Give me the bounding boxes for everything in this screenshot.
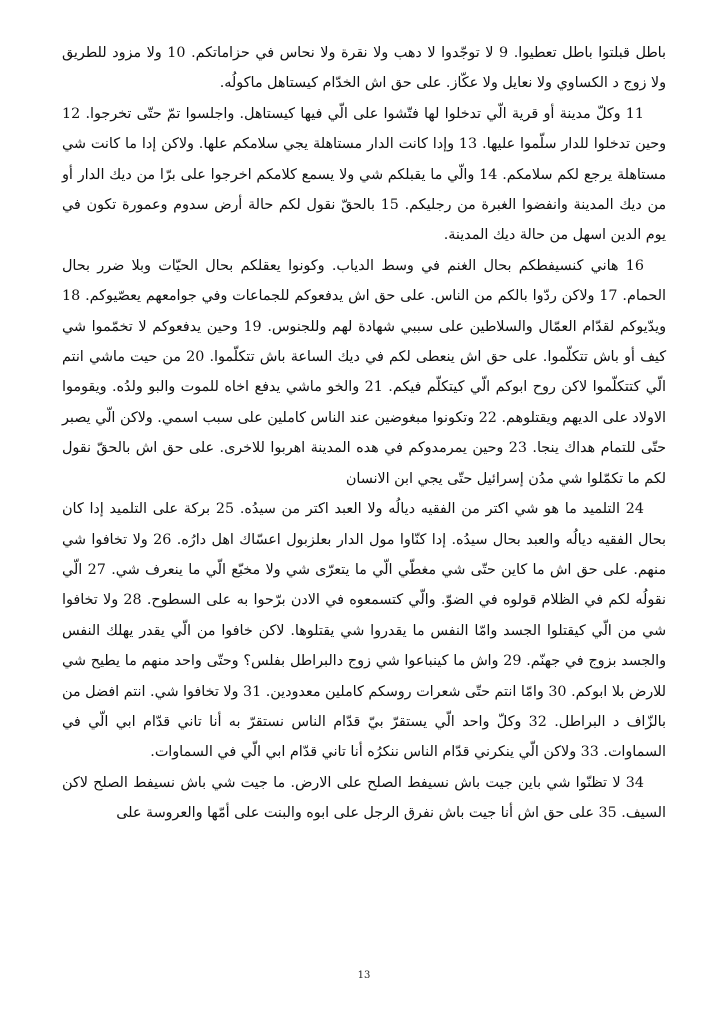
body-text xyxy=(62,38,666,829)
paragraph-verses-16-23: 16 هاني كنسيفطكم بحال الغنم في وسط الدياب. وكونوا يعقلكم بحال الحيّات وبلا ضرر بحال الحمام. 17 ولاكن ردّوا بالكم من الناس. على حق اش يدفعوكم للجماعات وفي جوامعهم يعصّيوكم. 18 ويدّيوكم لقدّام العمّال والسلاطين على سببي شهادة لهم وللجنوس. 19 وحين يدفعوكم لا تخمّموا شي كيف أو باش تتكلّموا. على حق اش ينعطى لكم في ديك الساعة باش تتكلّموا. 20 من حيت ماشي انتم الّي كتتكلّموا لاكن روح ابوكم الّي كيتكلّم فيكم. 21 والخو ماشي يدفع اخاه للموت والبو ولدُه. ويقوموا الاولاد على الديهم ويقتلوهم. 22 وتكونوا مبغوضين عند الناس كاملين على سبب اسمي. ولاكن الّي يصبر حتّى للتمام هداك ينجا. 23 وحين يمرمدوكم في هده المدينة اهربوا للاخرى. على حق اش بالحقّ نقول لكم ما تكمّلوا شي مدُن إسرائيل حتّى يجي ابن الانسان xyxy=(62,257,666,487)
paragraph-verses-9-10: باطل قبلتوا باطل تعطيوا. 9 لا توجّدوا لا دهب ولا نقرة ولا نحاس في حزاماتكم. 10 ولا مزود للطريق ولا زوج د الكساوي ولا نعايل ولا عكّاز. على حق اش الخدّام كيستاهل ماكولُه. xyxy=(62,45,666,92)
page-number: 13 xyxy=(357,970,371,981)
paragraph-verses-24-33: 24 التلميد ما هو شي اكتر من الفقيه ديالُه ولا العبد اكتر من سيدُه. 25 بركة على التلميد إدا كان بحال الفقيه ديالُه والعبد بحال سيدُه. إدا كنّاوا مول الدار بعلزبول اعسّاك اهل دارُه. 26 ولا تخافوا شي منهم. على حق اش ما كاين حتّى شي مغطّي الّي ما يتعرّى شي ولا مخبّع الّي ما ينعرف شي. 27 الّي نقولُه لكم في الظلام قولوه في الضوّ. والّي كتسمعوه في الادن برّحوا به على السطوح. 28 ولا تخافوا شي من الّي كيقتلوا الجسد وامّا النفس ما يقدروا شي يقتلوها. لاكن خافوا من الّي يقدر يهلك النفس والجسد بزوج في جهنّم. 29 واش ما كينباعوا شي زوج دالبراطل بفلس؟ وحتّى واحد منهم ما يطيح شي للارض بلا ابوكم. 30 وامّا انتم حتّى شعرات روسكم كاملين معدودين. 31 ولا تخافوا شي. انتم افضل من بالزّاف د البراطل. 32 وكلّ واحد الّي يستقرّ بيّ قدّام الناس نستقرّ به أنا تاني قدّام ابي الّي في السماوات. 33 ولاكن الّي ينكرني قدّام الناس ننكرُه أنا تاني قدّام ابي الّي في السماوات. xyxy=(62,501,666,761)
paragraph-verses-11-15: 11 وكلّ مدينة أو قرية الّي تدخلوا لها فتّشوا على الّي فيها كيستاهل. واجلسوا تمّ حتّى تخرجوا. 12 وحين تدخلوا للدار سلّموا عليها. 13 وإدا كانت الدار مستاهلة يجي سلامكم علها. ولاكن إدا ما كانت شي مستاهلة يرجع لكم سلامكم. 14 والّي ما يقبلكم شي ولا يسمع كلامكم اخرجوا على برّا من ديك الدار أو من ديك المدينة وانفضوا الغبرة من رجليكم. 15 بالحقّ نقول لكم حالة أرض سدوم وعمورة تكون في يوم الدين اسهل من حالة ديك المدينة. xyxy=(62,105,667,244)
paragraph-verses-34-35: 34 لا تظنّوا شي باين جيت باش نسيفط الصلح على الارض. ما جيت شي باش نسيفط الصلح لاكن السيف. 35 على حق اش أنا جيت باش نفرق الرجل على ابوه والبنت على أمّها والعروسة على xyxy=(62,774,666,822)
